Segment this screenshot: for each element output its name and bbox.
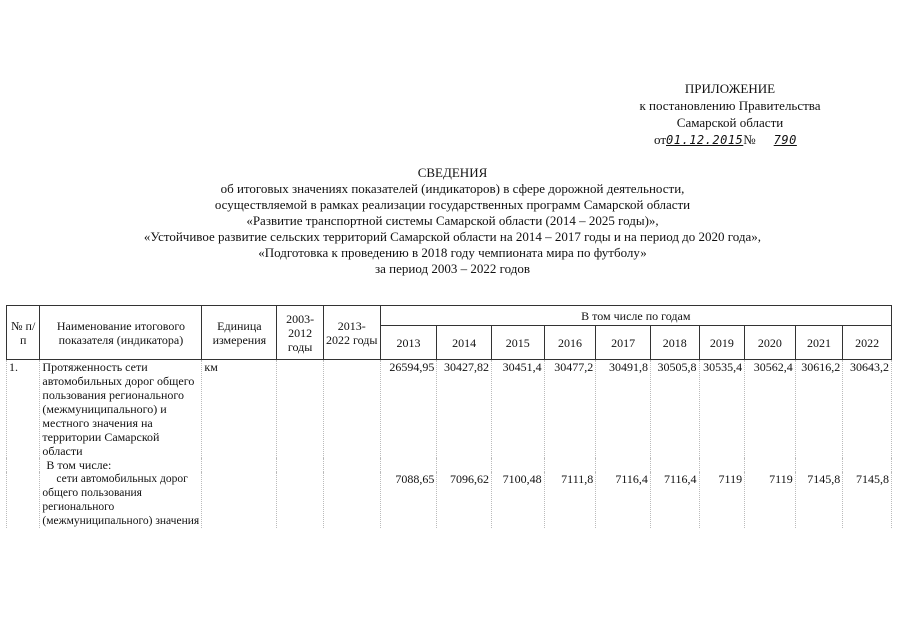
- table-row: [7, 360, 892, 459]
- row-value: 30643,2: [843, 360, 892, 459]
- row-value: 7100,48: [491, 472, 544, 528]
- header-years-group: В том числе по годам: [380, 306, 891, 326]
- row-value: 7119: [699, 472, 745, 528]
- header-year: 2013: [380, 326, 437, 360]
- appendix-line-2: Самарской области: [676, 115, 784, 130]
- row-value: 7096,62: [437, 472, 492, 528]
- row-value: 30535,4: [699, 360, 745, 459]
- row-value: 30616,2: [795, 360, 843, 459]
- row-name: сети автомобильных дорог общего пользования регионального (межмуниципального) значения: [40, 472, 202, 528]
- row-num: 1.: [7, 360, 40, 459]
- row-value: 7119: [745, 472, 796, 528]
- table-row: [7, 472, 892, 528]
- appendix-block: [600, 80, 860, 149]
- row-value: 30477,2: [544, 360, 596, 459]
- row-value: 30562,4: [745, 360, 796, 459]
- row-value: 30451,4: [491, 360, 544, 459]
- row-name: Протяженность сети автомобильных дорог общего пользования регионального (межмуниципального) и местного значения на территории Самарской области: [40, 360, 202, 459]
- appendix-heading: ПРИЛОЖЕНИЕ: [684, 81, 776, 96]
- header-year: 2017: [596, 326, 651, 360]
- handwritten-date: 01.12.2015: [666, 133, 744, 147]
- document-title: [0, 165, 905, 277]
- row-unit: км: [202, 360, 277, 459]
- header-period-2003-2012: 2003-2012 годы: [277, 306, 324, 360]
- row-value: 30427,82: [437, 360, 492, 459]
- row-value: 7116,4: [596, 472, 651, 528]
- header-period-2013-2022: 2013-2022 годы: [323, 306, 380, 360]
- table-row: [7, 458, 892, 472]
- header-year: 2020: [745, 326, 796, 360]
- header-name: Наименование итогового показателя (индикатора): [40, 306, 202, 360]
- header-unit: Единица измерения: [202, 306, 277, 360]
- header-year: 2015: [491, 326, 544, 360]
- row-value: 26594,95: [380, 360, 437, 459]
- title-line-5: «Подготовка к проведению в 2018 году чемпионата мира по футболу»: [258, 245, 647, 260]
- header-num: № п/п: [7, 306, 40, 360]
- header-year: 2016: [544, 326, 596, 360]
- indicators-table: [6, 305, 892, 528]
- from-label: от: [654, 132, 667, 147]
- header-year: 2014: [437, 326, 492, 360]
- appendix-signature-line: [600, 131, 860, 149]
- header-year: 2022: [843, 326, 892, 360]
- handwritten-number: 790: [773, 133, 797, 147]
- title-line-2: осуществляемой в рамках реализации государственных программ Самарской области: [214, 197, 691, 212]
- row-value: 7111,8: [544, 472, 596, 528]
- header-year: 2018: [650, 326, 699, 360]
- row-value: 7116,4: [650, 472, 699, 528]
- title-line-4: «Устойчивое развитие сельских территорий Самарской области на 2014 – 2017 годы и на период до 2020 года»,: [143, 229, 762, 244]
- title-line-1: об итоговых значениях показателей (индикаторов) в сфере дорожной деятельности,: [220, 181, 685, 196]
- header-year: 2021: [795, 326, 843, 360]
- row-value: 7145,8: [795, 472, 843, 528]
- appendix-line-1: к постановлению Правительства: [639, 98, 821, 113]
- including-label: В том числе:: [40, 458, 202, 472]
- row-value: 30491,8: [596, 360, 651, 459]
- title-line-3: «Развитие транспортной системы Самарской области (2014 – 2025 годы)»,: [246, 213, 659, 228]
- row-value: 30505,8: [650, 360, 699, 459]
- row-value: 7088,65: [380, 472, 437, 528]
- title-heading: СВЕДЕНИЯ: [417, 165, 488, 180]
- number-label: №: [743, 132, 756, 147]
- header-year: 2019: [699, 326, 745, 360]
- title-line-6: за период 2003 – 2022 годов: [375, 261, 530, 276]
- row-value: 7145,8: [843, 472, 892, 528]
